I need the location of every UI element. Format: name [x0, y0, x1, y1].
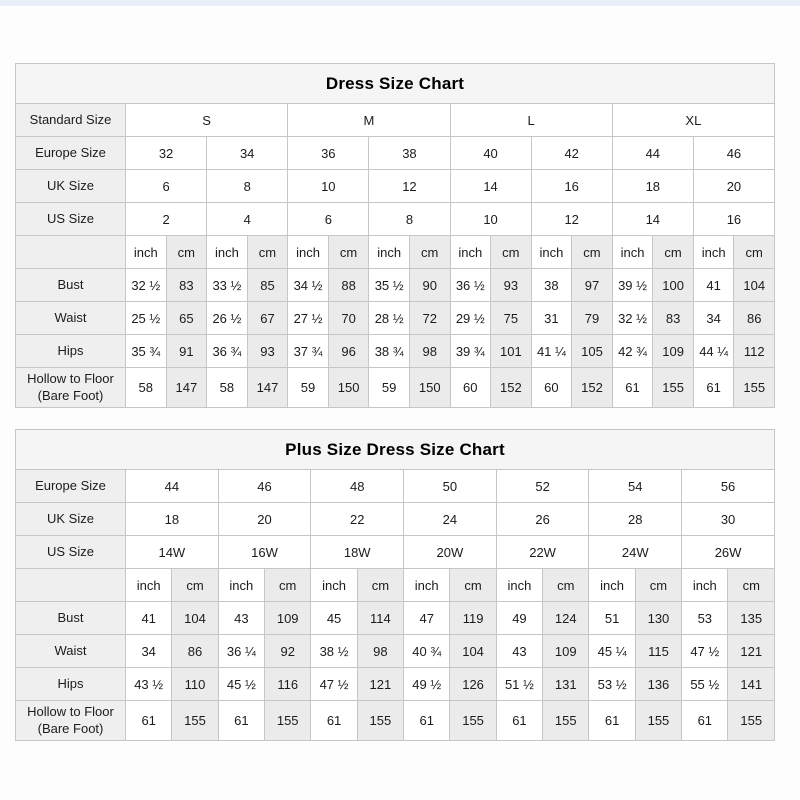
inch-value: 45 ½ [218, 668, 264, 701]
unit-cm-header: cm [572, 236, 613, 269]
row-label: US Size [16, 536, 126, 569]
inch-value: 58 [207, 368, 248, 408]
size-value: 24 [404, 503, 497, 536]
cm-value: 104 [734, 269, 775, 302]
size-value: 42 [531, 137, 612, 170]
inch-value: 60 [531, 368, 572, 408]
unit-cm-header: cm [450, 569, 496, 602]
size-value: 54 [589, 470, 682, 503]
size-value: 48 [311, 470, 404, 503]
cm-value: 109 [653, 335, 694, 368]
unit-inch-header: inch [612, 236, 653, 269]
inch-value: 43 [218, 602, 264, 635]
row-label: Bust [16, 269, 126, 302]
cm-value: 126 [450, 668, 496, 701]
inch-value: 53 ½ [589, 668, 635, 701]
inch-value: 61 [589, 701, 635, 741]
size-value: 18 [612, 170, 693, 203]
page-top-strip [0, 0, 800, 6]
inch-value: 34 [126, 635, 172, 668]
inch-value: 40 ¾ [404, 635, 450, 668]
inch-value: 38 ¾ [369, 335, 410, 368]
size-value: 36 [288, 137, 369, 170]
table-row [16, 368, 775, 408]
size-value: 4 [207, 203, 288, 236]
size-value: 26 [496, 503, 589, 536]
inch-value: 39 ½ [612, 269, 653, 302]
row-label: US Size [16, 203, 126, 236]
inch-value: 33 ½ [207, 269, 248, 302]
inch-value: 29 ½ [450, 302, 491, 335]
inch-value: 36 ¾ [207, 335, 248, 368]
cm-value: 88 [328, 269, 369, 302]
cm-value: 115 [635, 635, 681, 668]
inch-value: 45 ¼ [589, 635, 635, 668]
row-label: Bust [16, 602, 126, 635]
inch-value: 34 ½ [288, 269, 329, 302]
size-value: 24W [589, 536, 682, 569]
cm-value: 67 [247, 302, 288, 335]
cm-value: 155 [357, 701, 403, 741]
table-row [16, 269, 775, 302]
unit-cm-header: cm [247, 236, 288, 269]
inch-value: 61 [682, 701, 728, 741]
inch-value: 44 ¼ [693, 335, 734, 368]
row-label [16, 236, 126, 269]
inch-value: 61 [693, 368, 734, 408]
unit-inch-header: inch [531, 236, 572, 269]
table-row [16, 635, 775, 668]
plus-size-dress-size-chart [15, 429, 775, 741]
unit-inch-header: inch [218, 569, 264, 602]
inch-value: 41 [693, 269, 734, 302]
inch-value: 35 ½ [369, 269, 410, 302]
size-value: 18 [126, 503, 219, 536]
inch-value: 38 [531, 269, 572, 302]
unit-inch-header: inch [589, 569, 635, 602]
cm-value: 83 [653, 302, 694, 335]
cm-value: 152 [491, 368, 532, 408]
cm-value: 109 [265, 602, 311, 635]
inch-value: 43 [496, 635, 542, 668]
unit-inch-header: inch [311, 569, 357, 602]
unit-inch-header: inch [369, 236, 410, 269]
row-label: UK Size [16, 170, 126, 203]
inch-value: 47 ½ [311, 668, 357, 701]
inch-value: 35 ¾ [126, 335, 167, 368]
unit-inch-header: inch [207, 236, 248, 269]
size-value: 52 [496, 470, 589, 503]
cm-value: 155 [653, 368, 694, 408]
unit-inch-header: inch [450, 236, 491, 269]
inch-value: 47 [404, 602, 450, 635]
table-row [16, 536, 775, 569]
row-label: Hips [16, 335, 126, 368]
size-value: 12 [531, 203, 612, 236]
inch-value: 51 [589, 602, 635, 635]
unit-cm-header: cm [357, 569, 403, 602]
size-value: 16 [693, 203, 774, 236]
cm-value: 155 [450, 701, 496, 741]
cm-value: 98 [409, 335, 450, 368]
cm-value: 92 [265, 635, 311, 668]
inch-value: 37 ¾ [288, 335, 329, 368]
inch-value: 25 ½ [126, 302, 167, 335]
unit-inch-header: inch [126, 236, 167, 269]
size-value: 6 [288, 203, 369, 236]
row-label: Standard Size [16, 104, 126, 137]
unit-cm-header: cm [172, 569, 218, 602]
size-value: 16W [218, 536, 311, 569]
size-value: 6 [126, 170, 207, 203]
inch-value: 53 [682, 602, 728, 635]
unit-inch-header: inch [288, 236, 329, 269]
size-value: 44 [126, 470, 219, 503]
table-title: Dress Size Chart [16, 64, 775, 104]
size-value: 8 [207, 170, 288, 203]
unit-cm-header: cm [265, 569, 311, 602]
cm-value: 93 [247, 335, 288, 368]
unit-cm-header: cm [166, 236, 207, 269]
table-row [16, 236, 775, 269]
inch-value: 34 [693, 302, 734, 335]
unit-cm-header: cm [728, 569, 775, 602]
table-row [16, 503, 775, 536]
inch-value: 47 ½ [682, 635, 728, 668]
row-label: Europe Size [16, 137, 126, 170]
inch-value: 32 ½ [126, 269, 167, 302]
inch-value: 61 [311, 701, 357, 741]
cm-value: 72 [409, 302, 450, 335]
inch-value: 59 [288, 368, 329, 408]
size-value: 30 [682, 503, 775, 536]
unit-cm-header: cm [409, 236, 450, 269]
cm-value: 135 [728, 602, 775, 635]
table-row [16, 569, 775, 602]
cm-value: 112 [734, 335, 775, 368]
size-value: 38 [369, 137, 450, 170]
size-value: 32 [126, 137, 207, 170]
table-row [16, 701, 775, 741]
cm-value: 70 [328, 302, 369, 335]
row-label: Hollow to Floor (Bare Foot) [16, 368, 126, 408]
cm-value: 131 [543, 668, 589, 701]
row-label: Europe Size [16, 470, 126, 503]
inch-value: 26 ½ [207, 302, 248, 335]
cm-value: 86 [734, 302, 775, 335]
size-value: 14W [126, 536, 219, 569]
cm-value: 93 [491, 269, 532, 302]
row-label: UK Size [16, 503, 126, 536]
cm-value: 124 [543, 602, 589, 635]
cm-value: 75 [491, 302, 532, 335]
table-row [16, 302, 775, 335]
size-value: 20 [218, 503, 311, 536]
size-value: 20 [693, 170, 774, 203]
cm-value: 150 [328, 368, 369, 408]
inch-value: 61 [496, 701, 542, 741]
row-label: Waist [16, 635, 126, 668]
inch-value: 42 ¾ [612, 335, 653, 368]
row-label: Waist [16, 302, 126, 335]
cm-value: 155 [734, 368, 775, 408]
table-row [16, 137, 775, 170]
cm-value: 91 [166, 335, 207, 368]
row-label: Hollow to Floor (Bare Foot) [16, 701, 126, 741]
cm-value: 86 [172, 635, 218, 668]
cm-value: 119 [450, 602, 496, 635]
cm-value: 116 [265, 668, 311, 701]
inch-value: 27 ½ [288, 302, 329, 335]
table-row [16, 104, 775, 137]
unit-cm-header: cm [635, 569, 681, 602]
inch-value: 45 [311, 602, 357, 635]
size-value: 10 [450, 203, 531, 236]
cm-value: 96 [328, 335, 369, 368]
table-row [16, 203, 775, 236]
unit-inch-header: inch [682, 569, 728, 602]
size-value: 46 [693, 137, 774, 170]
cm-value: 141 [728, 668, 775, 701]
unit-cm-header: cm [653, 236, 694, 269]
cm-value: 150 [409, 368, 450, 408]
cm-value: 85 [247, 269, 288, 302]
inch-value: 49 [496, 602, 542, 635]
table-title: Plus Size Dress Size Chart [16, 430, 775, 470]
size-value: 46 [218, 470, 311, 503]
inch-value: 31 [531, 302, 572, 335]
table-row [16, 668, 775, 701]
cm-value: 100 [653, 269, 694, 302]
inch-value: 61 [612, 368, 653, 408]
size-value: 34 [207, 137, 288, 170]
size-value: 8 [369, 203, 450, 236]
inch-value: 58 [126, 368, 167, 408]
size-value: 18W [311, 536, 404, 569]
size-value: 20W [404, 536, 497, 569]
cm-value: 121 [728, 635, 775, 668]
size-value: 22W [496, 536, 589, 569]
cm-value: 155 [728, 701, 775, 741]
size-value: 56 [682, 470, 775, 503]
cm-value: 155 [543, 701, 589, 741]
unit-cm-header: cm [543, 569, 589, 602]
size-value: 26W [682, 536, 775, 569]
size-value: 10 [288, 170, 369, 203]
cm-value: 109 [543, 635, 589, 668]
inch-value: 61 [126, 701, 172, 741]
size-value: XL [612, 104, 774, 137]
cm-value: 101 [491, 335, 532, 368]
size-value: 14 [612, 203, 693, 236]
size-value: 40 [450, 137, 531, 170]
table-row [16, 170, 775, 203]
cm-value: 155 [265, 701, 311, 741]
row-label [16, 569, 126, 602]
inch-value: 28 ½ [369, 302, 410, 335]
inch-value: 36 ½ [450, 269, 491, 302]
size-value: 12 [369, 170, 450, 203]
size-value: 28 [589, 503, 682, 536]
inch-value: 55 ½ [682, 668, 728, 701]
tables-container [15, 63, 775, 741]
inch-value: 59 [369, 368, 410, 408]
size-value: L [450, 104, 612, 137]
size-value: 50 [404, 470, 497, 503]
inch-value: 41 [126, 602, 172, 635]
table-row [16, 430, 775, 470]
cm-value: 155 [635, 701, 681, 741]
cm-value: 90 [409, 269, 450, 302]
unit-inch-header: inch [496, 569, 542, 602]
cm-value: 79 [572, 302, 613, 335]
table-row [16, 64, 775, 104]
unit-inch-header: inch [693, 236, 734, 269]
table-row [16, 470, 775, 503]
size-value: 44 [612, 137, 693, 170]
unit-inch-header: inch [404, 569, 450, 602]
table-row [16, 602, 775, 635]
cm-value: 105 [572, 335, 613, 368]
cm-value: 98 [357, 635, 403, 668]
size-value: 16 [531, 170, 612, 203]
size-value: 22 [311, 503, 404, 536]
cm-value: 136 [635, 668, 681, 701]
cm-value: 152 [572, 368, 613, 408]
cm-value: 155 [172, 701, 218, 741]
inch-value: 32 ½ [612, 302, 653, 335]
inch-value: 51 ½ [496, 668, 542, 701]
cm-value: 65 [166, 302, 207, 335]
inch-value: 60 [450, 368, 491, 408]
cm-value: 110 [172, 668, 218, 701]
cm-value: 114 [357, 602, 403, 635]
cm-value: 97 [572, 269, 613, 302]
inch-value: 61 [218, 701, 264, 741]
inch-value: 49 ½ [404, 668, 450, 701]
size-value: M [288, 104, 450, 137]
inch-value: 61 [404, 701, 450, 741]
size-value: S [126, 104, 288, 137]
row-label: Hips [16, 668, 126, 701]
unit-cm-header: cm [491, 236, 532, 269]
inch-value: 39 ¾ [450, 335, 491, 368]
cm-value: 83 [166, 269, 207, 302]
unit-cm-header: cm [328, 236, 369, 269]
cm-value: 147 [166, 368, 207, 408]
cm-value: 121 [357, 668, 403, 701]
inch-value: 36 ¼ [218, 635, 264, 668]
cm-value: 104 [172, 602, 218, 635]
inch-value: 41 ¼ [531, 335, 572, 368]
inch-value: 43 ½ [126, 668, 172, 701]
cm-value: 147 [247, 368, 288, 408]
cm-value: 104 [450, 635, 496, 668]
size-value: 14 [450, 170, 531, 203]
inch-value: 38 ½ [311, 635, 357, 668]
unit-cm-header: cm [734, 236, 775, 269]
unit-inch-header: inch [126, 569, 172, 602]
table-row [16, 335, 775, 368]
cm-value: 130 [635, 602, 681, 635]
dress-size-chart [15, 63, 775, 408]
size-value: 2 [126, 203, 207, 236]
